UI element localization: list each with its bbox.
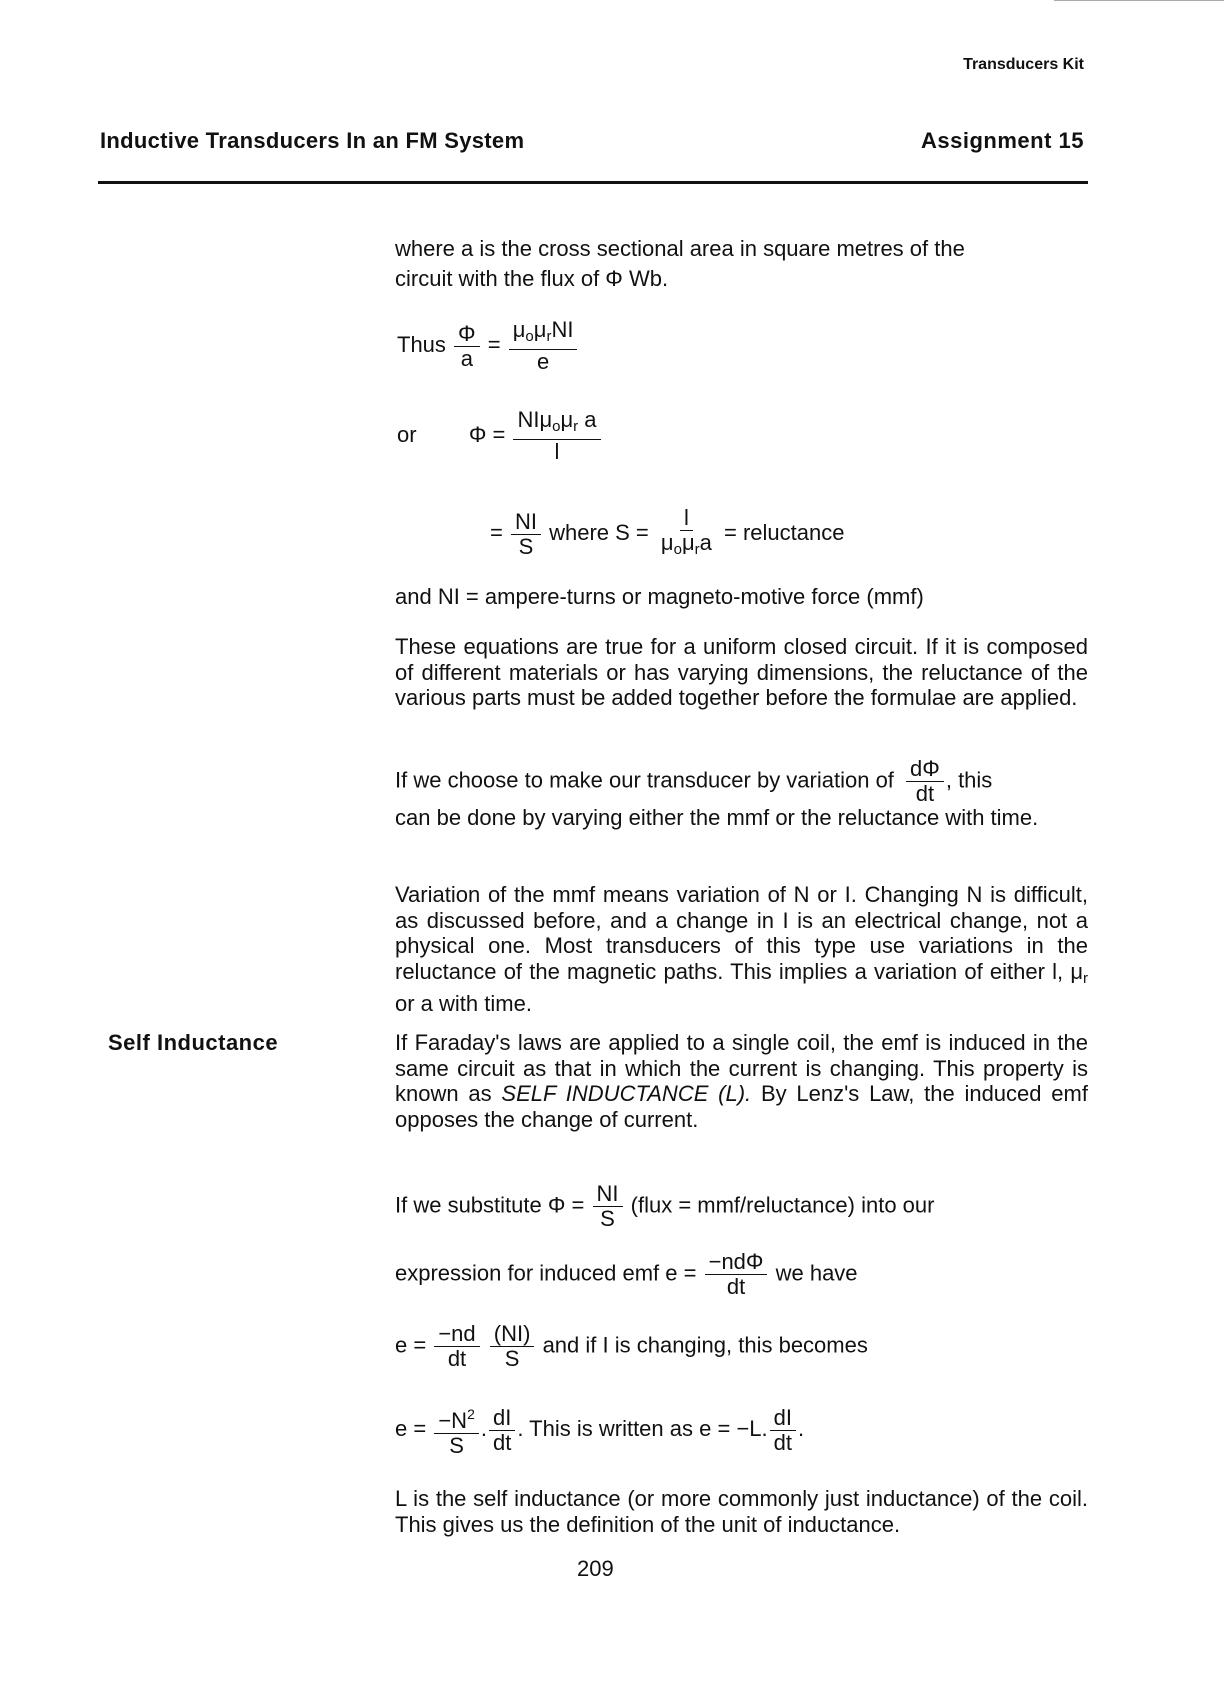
section-heading: Self Inductance xyxy=(108,1030,279,1055)
fraction-di-dt-2: $\frac{dI}{dt}$ xyxy=(770,1406,796,1455)
header-rule xyxy=(98,181,1088,184)
document-title: Inductive Transducers In an FM System xyxy=(100,128,525,153)
fraction-nd-dt: $\frac{-nd}{dt}$ xyxy=(434,1322,479,1371)
paragraph-1-line-1: where a is the cross sectional area in square metres of the xyxy=(395,236,965,261)
paragraph-6: If we substitute Φ = $\frac{NI}{S}$ (flux = mmf/reluctance) into our xyxy=(395,1181,935,1231)
paragraph-3-line-1: If we choose to make our transducer by variation of $\frac{d\Phi}{dt}$ , this xyxy=(395,756,993,806)
fraction-ni-paren-s: $\frac{(NI)}{S}$ xyxy=(490,1322,535,1371)
paragraph-9: e = $\frac{-N^2}{S}$ . $\frac{dI}{dt}$ . This is written as e = −L. $\frac{dI}{dt}$ . xyxy=(395,1402,1088,1458)
paragraph-4: Variation of the mmf means variation of N or I. Changing N is difficult, as discussed before, and a change in I is an electrical change, not a physical one. Most transducers of this type use variations in the reluctance of the magnetic paths. This implies a variation of either l, $\mu_r$ or a with time. xyxy=(395,882,1088,1016)
or-word: or xyxy=(397,421,417,447)
fraction-mu-ni-over-e: $\frac{\mu_o\mu_rNI}{e}$ xyxy=(509,318,578,374)
self-inductance-emphasis: SELF INDUCTANCE (L). xyxy=(501,1081,752,1106)
assignment-label: Assignment 15 xyxy=(921,128,1084,153)
thus-word: Thus xyxy=(397,331,446,357)
paragraph-1-line-2: circuit with the flux of Φ Wb. xyxy=(395,266,669,291)
kit-label: Transducers Kit xyxy=(963,56,1084,73)
fraction-di-dt: $\frac{dI}{dt}$ xyxy=(489,1406,515,1455)
mmf-definition: and NI = ampere-turns or magneto-motive force (mmf) xyxy=(395,584,924,609)
equation-reluctance: = $\frac{NI}{S}$ where S = $\frac{l}{\mu_o\mu_ra}$ = reluctance xyxy=(490,506,844,562)
page-number: 209 xyxy=(577,1556,614,1581)
equation-thus: Thus $\frac{\Phi}{a}$ = $\frac{\mu_o\mu_rNI}{e}$ xyxy=(397,318,579,374)
paragraph-2: These equations are true for a uniform closed circuit. If it is composed of different materials or has varying dimensions, the reluctance of the various parts must be added together before the formulae are applied. xyxy=(395,634,1088,710)
paragraph-10: L is the self inductance (or more commonly just inductance) of the coil. This gives us the definition of the unit of inductance. xyxy=(395,1486,1088,1537)
paragraph-8: e = $\frac{-nd}{dt}$ $\frac{(NI)}{S}$ and if I is changing, this becomes xyxy=(395,1321,868,1371)
fraction-flux: $\frac{NI\mu_o\mu_r a}{l}$ xyxy=(513,408,600,464)
fraction-dphi-dt: $\frac{d\Phi}{dt}$ xyxy=(906,757,944,806)
paragraph-7: expression for induced emf e = $\frac{\text{−ndΦ}}{dt}$ we have xyxy=(395,1249,858,1299)
paragraph-5: If Faraday's laws are applied to a single coil, the emf is induced in the same circuit as that in which the current is changing. This property is known as SELF INDUCTANCE (L). By Lenz's Law, the induced emf opposes the change of current. xyxy=(395,1030,1088,1132)
fraction-ndphi-dt: $\frac{\text{−ndΦ}}{dt}$ xyxy=(705,1250,768,1299)
fraction-phi-over-a: $\frac{\Phi}{a}$ xyxy=(454,322,480,371)
paragraph-3-line-2: can be done by varying either the mmf or the reluctance with time. xyxy=(395,805,1039,830)
fraction-ni-over-s: $\frac{NI}{S}$ xyxy=(511,510,541,559)
scan-edge xyxy=(1054,0,1224,1)
fraction-n2-s: $\frac{-N^2}{S}$ xyxy=(434,1402,479,1458)
equation-or: or Φ = $\frac{NI\mu_o\mu_r a}{l}$ xyxy=(397,408,603,464)
fraction-reluctance: $\frac{l}{\mu_o\mu_ra}$ xyxy=(660,505,712,558)
fraction-ni-s-2: $\frac{NI}{S}$ xyxy=(593,1182,623,1231)
